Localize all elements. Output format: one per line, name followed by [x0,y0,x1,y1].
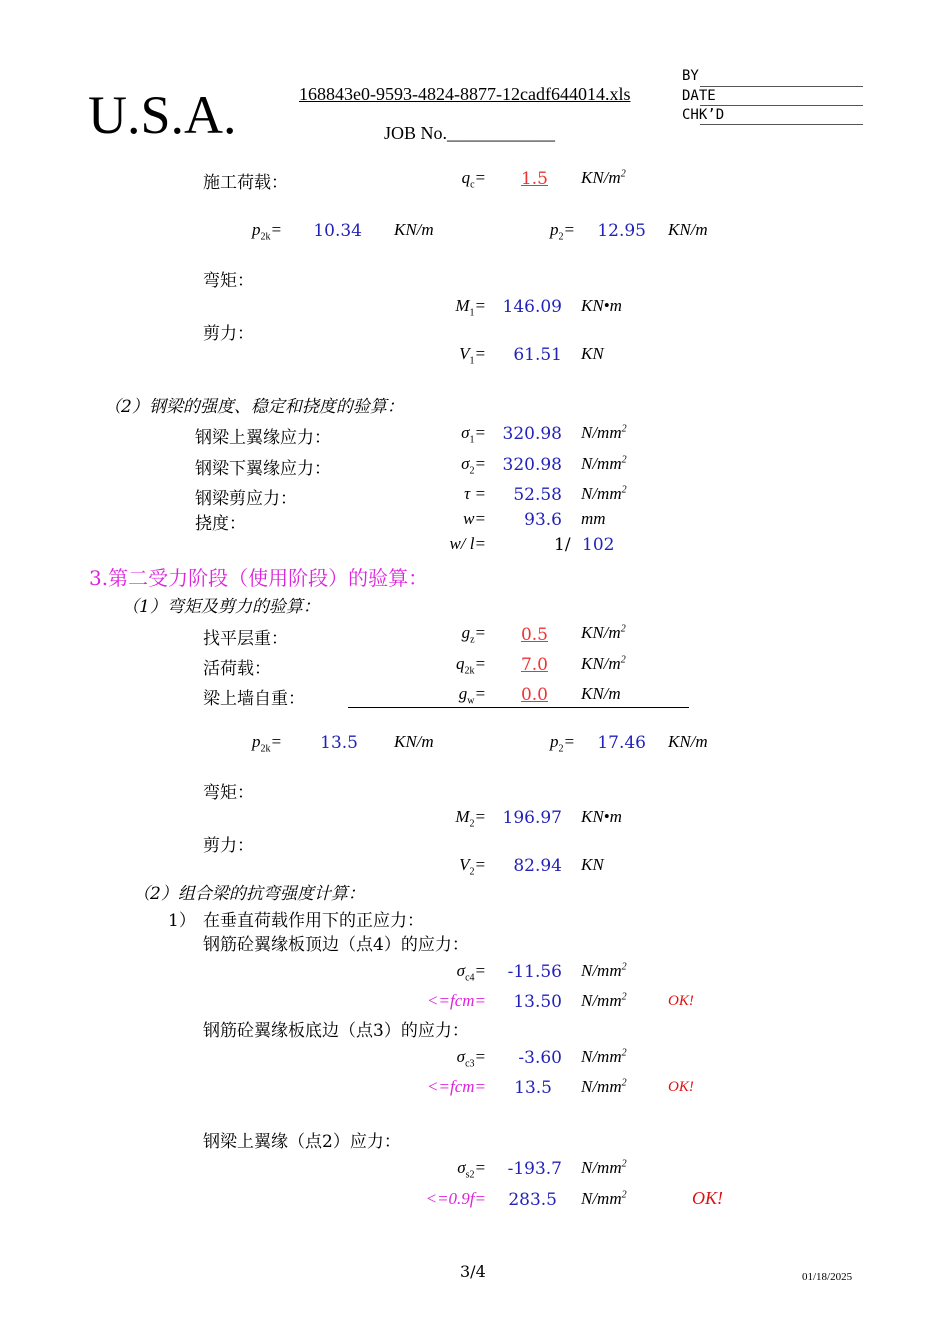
wall-load-value: 0.0 [520,685,548,705]
point3-ok-badge: OK! [668,1079,694,1095]
steel-shear-symbol: τ = [464,484,486,503]
deflection-symbol: w= [463,509,486,528]
upper-flange-unit: $N/mm^2$ [581,423,627,442]
moment1-label: 弯矩： [203,271,254,291]
deflection-ratio-value: 102 [582,535,615,555]
upper-flange-symbol: $\sigma_1=$ [461,423,486,446]
print-date: 01/18/2025 [802,1271,853,1283]
point2-unit: $N/mm^2$ [581,1158,627,1177]
p2-2-value: 17.46 [597,733,646,753]
lower-flange-unit: $N/mm^2$ [581,454,627,473]
point3-value: -3.60 [518,1048,562,1068]
stage2-subtitle: （1）弯矩及剪力的验算： [122,597,320,617]
point4-limit-unit: $N/mm^2$ [581,991,627,1010]
stage2-title: 3.第二受力阶段（使用阶段）的验算： [89,566,429,590]
point4-limit-symbol: <=fcm= [427,991,486,1010]
point3-label: 钢筋砼翼缘板底边（点3）的应力： [203,1021,469,1041]
lower-flange-symbol: $\sigma_2=$ [461,454,486,477]
date-line [700,105,863,106]
live-load-unit: $KN/m^2$ [581,654,626,673]
deflection-label: 挠度： [195,514,246,534]
point3-limit-value: 13.5 [514,1078,552,1098]
composite-title: （2）组合梁的抗弯强度计算： [133,884,365,904]
deflection-ratio-prefix: 1/ [554,535,571,555]
point4-unit: $N/mm^2$ [581,961,627,980]
p2-2-unit: KN/m [668,732,708,751]
sum-divider [348,707,689,708]
leveling-unit: $KN/m^2$ [581,623,626,642]
moment2-unit: KN•m [581,807,622,826]
shear1-unit: KN [581,344,604,363]
shear1-symbol: $V_1=$ [459,344,486,367]
shear2-label: 剪力： [203,836,254,856]
point3-unit: $N/mm^2$ [581,1047,627,1066]
point4-label: 钢筋砼翼缘板顶边（点4）的应力： [203,935,469,955]
point3-limit-symbol: <=fcm= [427,1077,486,1096]
shear2-symbol: $V_2=$ [459,855,486,878]
job-number: JOB No.____________ [384,123,556,143]
p2-value: 12.95 [597,221,646,241]
p2k-unit: KN/m [394,220,434,239]
moment1-value: 146.09 [502,297,562,317]
lower-flange-label: 钢梁下翼缘应力： [195,459,331,479]
deflection-value: 93.6 [524,510,562,530]
chkd-line [700,124,863,125]
file-name: 168843e0-9593-4824-8877-12cadf644014.xls [299,84,631,104]
steel-shear-unit: $N/mm^2$ [581,484,627,503]
company-logo: U.S.A. [88,85,237,145]
steel-check-title: （2）钢梁的强度、稳定和挠度的验算： [104,397,404,417]
moment2-symbol: $M_2=$ [455,807,486,830]
p2-symbol: $p_2=$ [550,220,575,243]
live-load-symbol: $q_{2k}=$ [456,654,486,677]
upper-flange-label: 钢梁上翼缘应力： [195,428,331,448]
shear1-value: 61.51 [513,345,562,365]
wall-load-unit: KN/m [581,684,621,703]
point2-limit-value: 283.5 [508,1190,557,1210]
point2-limit-symbol: <=0.9f= [425,1189,486,1208]
point3-limit-unit: $N/mm^2$ [581,1077,627,1096]
point3-symbol: $\sigma_{c3}=$ [456,1047,486,1070]
deflection-ratio-symbol: w/ l= [449,534,486,553]
chkd-label: CHK’D [682,107,725,123]
steel-shear-label: 钢梁剪应力： [195,489,297,509]
wall-load-label: 梁上墙自重： [203,689,305,709]
shear2-unit: KN [581,855,604,874]
p2-unit: KN/m [668,220,708,239]
by-label: BY [682,68,699,84]
moment1-symbol: $M_1=$ [455,296,486,319]
item1-number: 1） [168,911,196,931]
construction-load-value: 1.5 [520,169,548,189]
leveling-label: 找平层重： [203,629,288,649]
p2k-symbol: $p_{2k}=$ [252,220,282,243]
moment2-label: 弯矩： [203,783,254,803]
point2-limit-unit: $N/mm^2$ [581,1189,627,1208]
lower-flange-value: 320.98 [502,455,562,475]
point4-symbol: $\sigma_{c4}=$ [456,961,486,984]
construction-load-label: 施工荷载： [203,173,288,193]
moment2-value: 196.97 [502,808,562,828]
shear1-label: 剪力： [203,324,254,344]
leveling-value: 0.5 [520,625,548,645]
point4-value: -11.56 [507,962,562,982]
construction-load-unit: $KN/m^2$ [581,168,626,187]
point4-limit-value: 13.50 [513,992,562,1012]
point2-value: -193.7 [507,1159,562,1179]
item1-label: 在垂直荷载作用下的正应力： [203,911,424,931]
construction-load-symbol: $q_c=$ [461,168,486,191]
p2k-2-symbol: $p_{2k}=$ [252,732,282,755]
p2k-2-value: 13.5 [320,733,358,753]
point2-label: 钢梁上翼缘（点2）应力： [203,1132,401,1152]
moment1-unit: KN•m [581,296,622,315]
page-number: 3/4 [460,1262,486,1281]
upper-flange-value: 320.98 [502,424,562,444]
p2-2-symbol: $p_2=$ [550,732,575,755]
date-label: DATE [682,88,716,104]
live-load-label: 活荷载： [203,659,271,679]
steel-shear-value: 52.58 [513,485,562,505]
point4-ok-badge: OK! [668,993,694,1009]
point2-symbol: $\sigma_{s2}=$ [457,1158,486,1181]
wall-load-symbol: $g_w=$ [458,684,486,707]
p2k-2-unit: KN/m [394,732,434,751]
point2-ok-badge: OK! [692,1188,723,1208]
live-load-value: 7.0 [520,655,548,675]
deflection-unit: mm [581,509,606,528]
p2k-value: 10.34 [313,221,362,241]
shear2-value: 82.94 [513,856,562,876]
leveling-symbol: $g_z=$ [461,623,486,646]
by-line [700,86,863,87]
